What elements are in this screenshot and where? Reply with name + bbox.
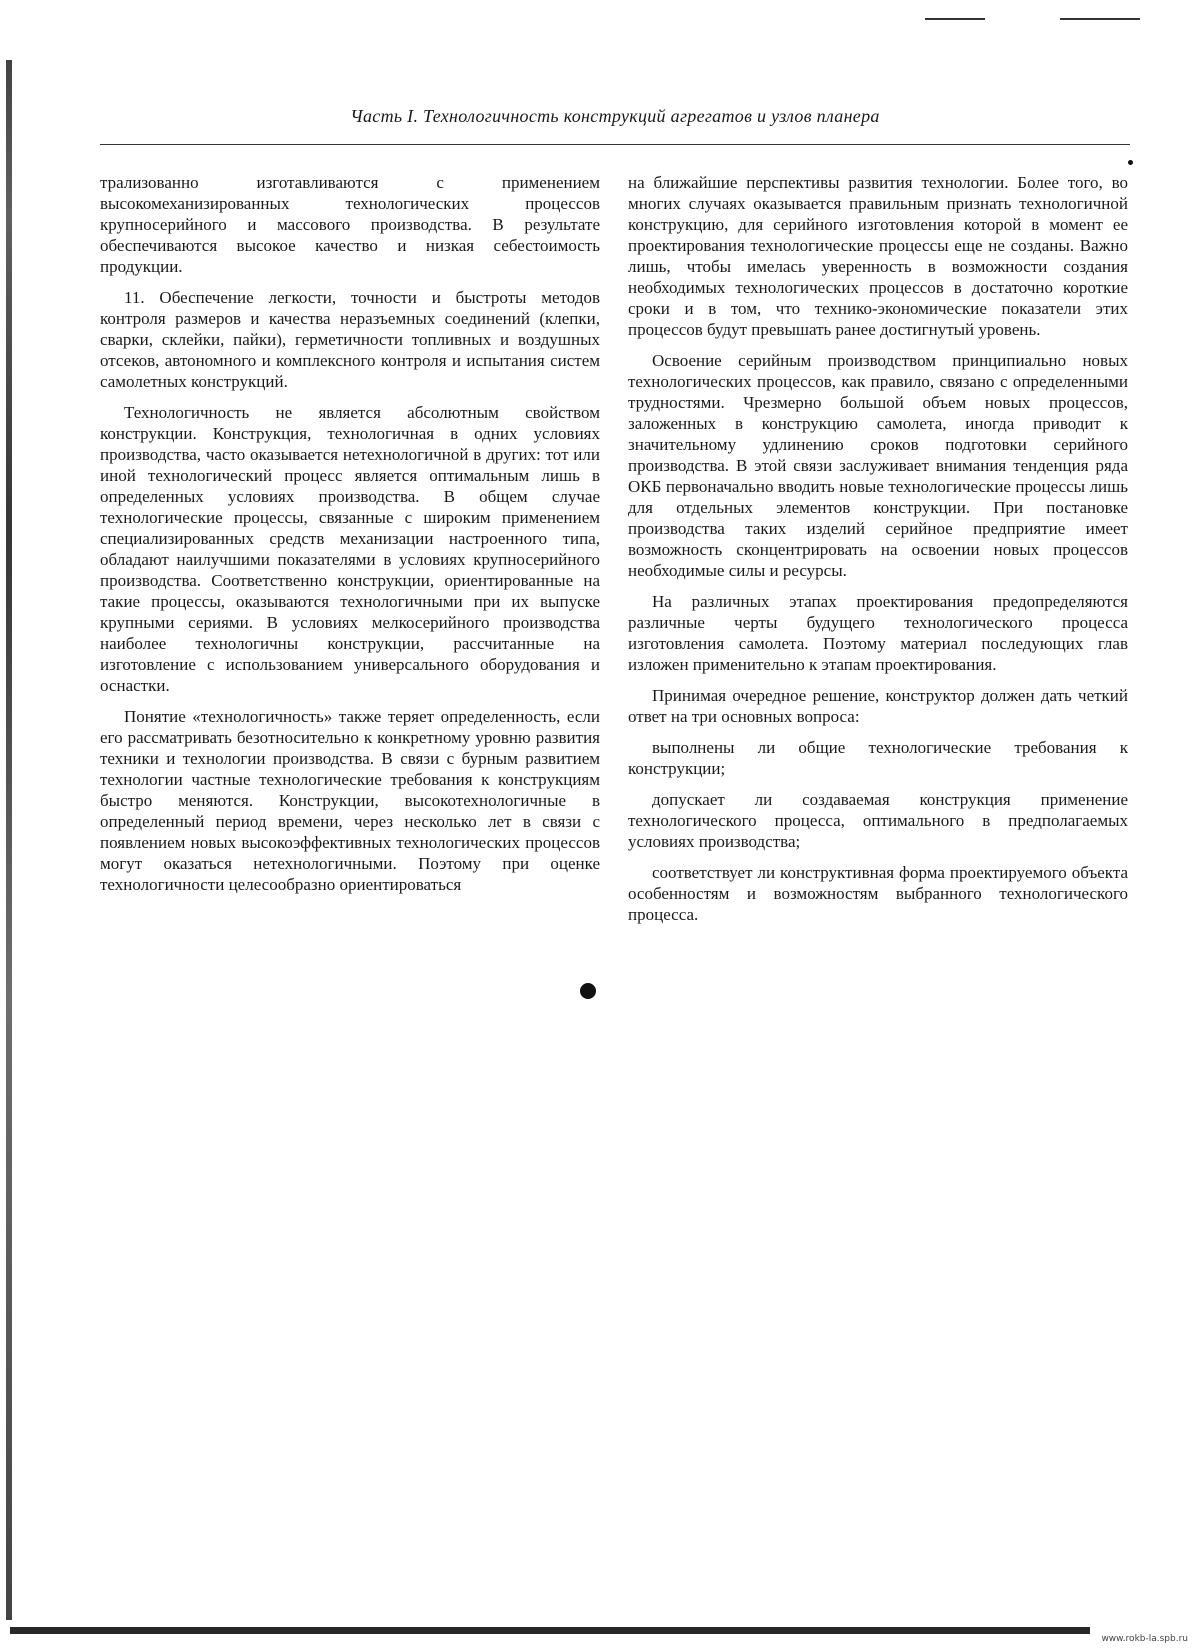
paragraph: Освоение серийным производством принципиально новых технологических процессов, как правило, связано с определенными трудностями. Чрезмерно большой объем новых процессов, заложенных в конструкцию самолета, иногда приводит к значительному удлинению сроков подготовки серийного производства. В этой связи заслуживает внимания тенденция ряда ОКБ первоначально вводить новые технологические процессы лишь для отдельных элементов конструкции. При постановке производства таких изделий серийное предприятие имеет возможность сконцентрировать на освоении новых процессов необходимые силы и ресурсы. (628, 351, 1128, 580)
paragraph: трализованно изготавливаются с применением высокомеханизированных технологических процессов крупносерийного и массового производства. В результате обеспечиваются высокое качество и низкая себестоимость продукции. (100, 173, 600, 276)
scan-mark-top-1 (925, 18, 985, 20)
list-item: выполнены ли общие технологические требования к конструкции; (628, 738, 1128, 778)
right-column (628, 172, 1128, 935)
paragraph: Технологичность не является абсолютным свойством конструкции. Конструкция, технологичная в одних условиях производства, часто оказывается нетехнологичной в других: тот или иной технологический процесс является оптимальным лишь в определенных условиях производства. В общем случае технологические процессы, связанные с широким применением специализированных средств механизации настроенного типа, обладают наилучшими показателями в условиях крупносерийного производства. Соответственно конструкции, ориентированные на такие процессы, оказываются технологичными при их выпуске крупными сериями. В условиях мелкосерийного производства наиболее технологичны конструкции, рассчитанные на изготовление с использованием универсального оборудования и оснастки. (100, 403, 600, 695)
scan-blot (580, 983, 596, 999)
scan-speck (1128, 160, 1133, 165)
header-rule (100, 144, 1130, 145)
running-header: Часть I. Технологичность конструкций агрегатов и узлов планера (350, 106, 880, 126)
paragraph: 11. Обеспечение легкости, точности и быстроты методов контроля размеров и качества неразъемных соединений (клепки, сварки, склейки, пайки), герметичности топливных и воздушных отсеков, автономного и комплексного контроля и испытания систем самолетных конструкций. (100, 288, 600, 391)
paragraph: Понятие «технологичность» также теряет определенность, если его рассматривать безотносительно к конкретному уровню развития техники и технологии производства. В связи с бурным развитием технологии частные технологические требования к конструкциям быстро меняются. Конструкции, высокотехнологичные в определенный период времени, через несколько лет в связи с появлением новых высокоэффективных технологических процессов могут оказаться нетехнологичными. Поэтому при оценке технологичности целесообразно ориентироваться (100, 707, 600, 894)
list-item: допускает ли создаваемая конструкция применение технологического процесса, оптимального в предполагаемых условиях производства; (628, 790, 1128, 851)
list-item: соответствует ли конструктивная форма проектируемого объекта особенностям и возможностям выбранного технологического процесса. (628, 863, 1128, 924)
footer-url: www.rokb-la.spb.ru (1101, 1634, 1188, 1644)
scan-mark-top-2 (1060, 18, 1140, 20)
paragraph: на ближайшие перспективы развития технологии. Более того, во многих случаях оказывается правильным признать технологичной конструкцию, для серийного изготовления которой в момент ее проектирования технологические процессы еще не созданы. Важно лишь, чтобы имелась уверенность в возможности создания необходимых технологических процессов в достаточно короткие сроки и в том, что технико-экономические показатели этих процессов будут превышать ранее достигнутый уровень. (628, 173, 1128, 339)
paragraph: На различных этапах проектирования предопределяются различные черты будущего технологического процесса изготовления самолета. Поэтому материал последующих глав изложен применительно к этапам проектирования. (628, 592, 1128, 674)
scan-edge-left (6, 60, 12, 1620)
paragraph: Принимая очередное решение, конструктор должен дать четкий ответ на три основных вопроса: (628, 686, 1128, 726)
scan-edge-bottom (10, 1627, 1090, 1634)
left-column (100, 172, 600, 905)
